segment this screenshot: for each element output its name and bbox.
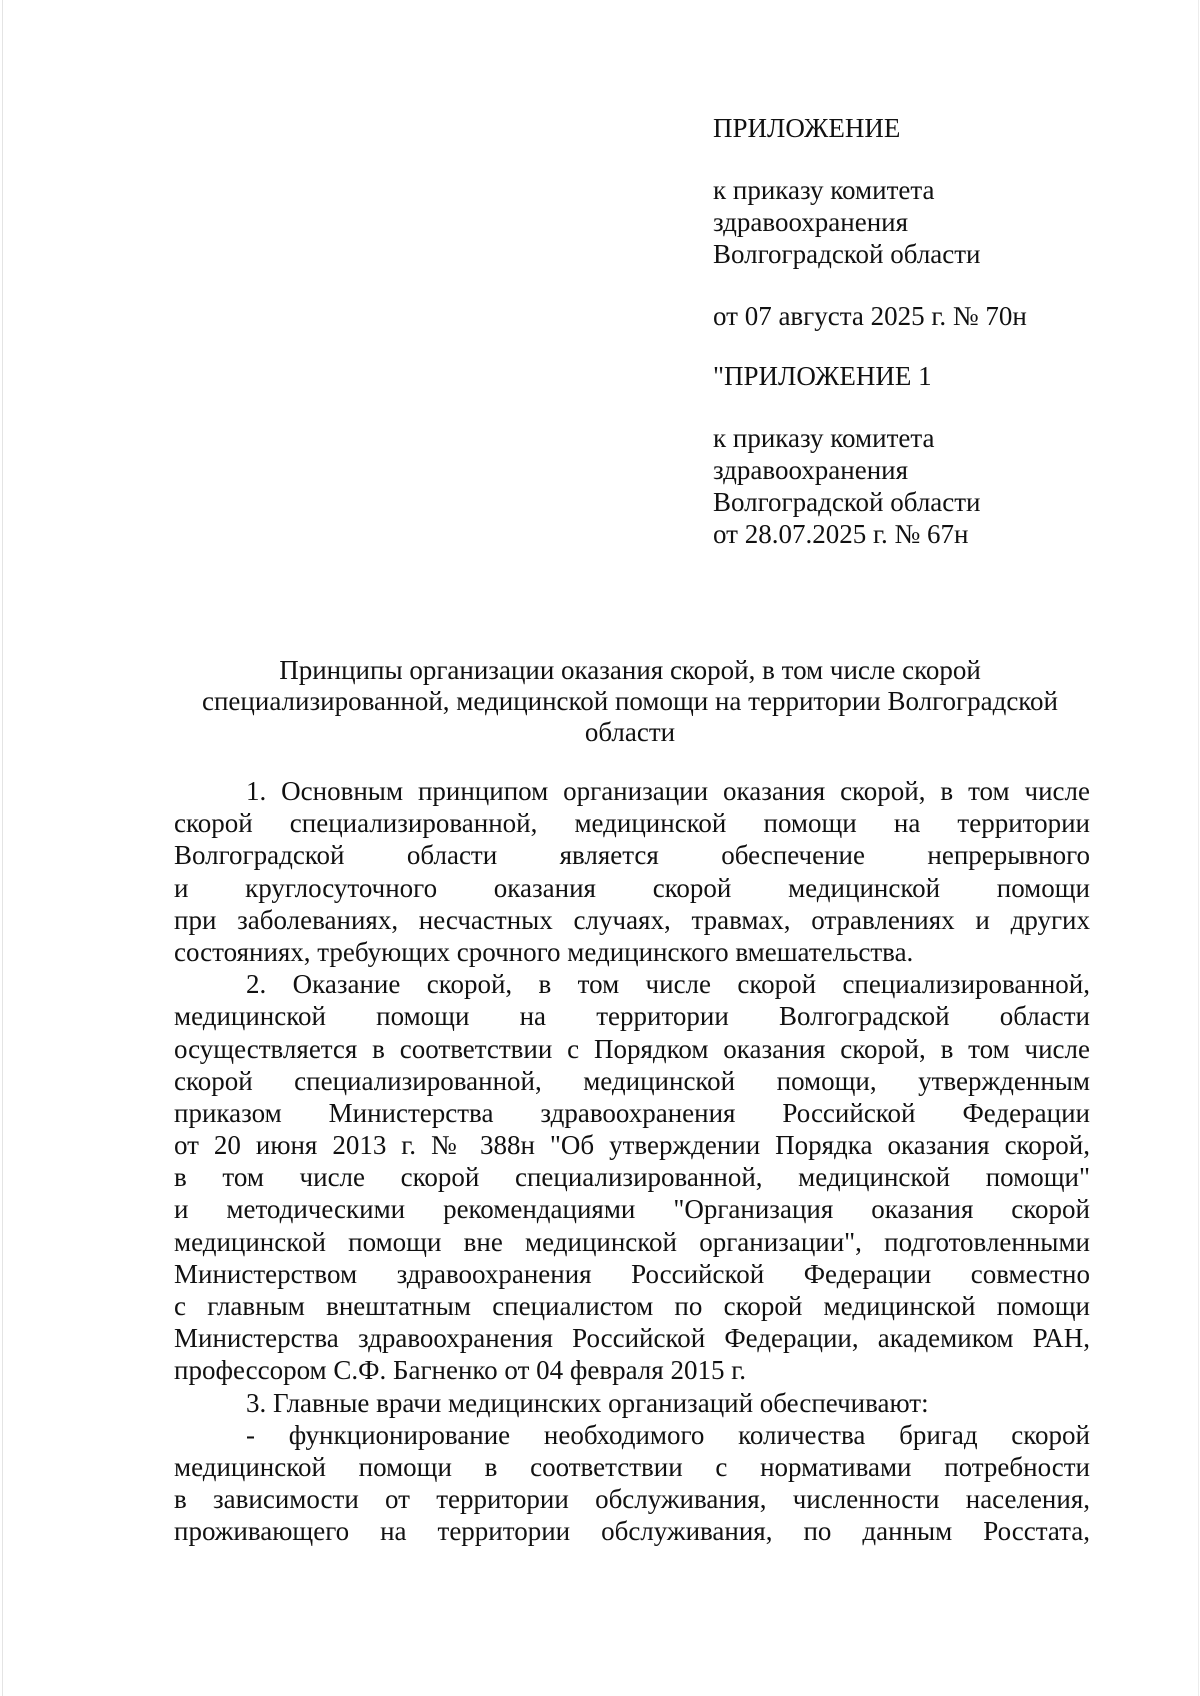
paragraph-3-line: 3. Главные врачи медицинских организаций обеспечивают: [246,1387,929,1418]
title-line: Принципы организации оказания скорой, в том числе скорой [279,655,981,685]
list-item-line: в зависимости от территории обслуживания, численности населения, [174,1484,1090,1515]
document-header [713,112,1133,550]
order1-ref-line: здравоохранения [713,455,909,485]
document-title [170,655,1090,748]
appendix-label: ПРИЛОЖЕНИЕ [713,113,901,143]
paragraph-2-line: от 20 июня 2013 г. № 388н "Об утверждении Порядка оказания скорой, [174,1130,1090,1161]
paragraph-2-line: медицинской помощи на территории Волгоградской области [174,1001,1090,1032]
order1-date: от 28.07.2025 г. № 67н [713,519,969,549]
paragraph-2-line: осуществляется в соответствии с Порядком оказания скорой, в том числе [174,1033,1090,1064]
paragraph-1-line: и круглосуточного оказания скорой медицинской помощи [174,872,1090,903]
appendix1-label: "ПРИЛОЖЕНИЕ 1 [713,361,932,391]
title-line: области [584,717,676,747]
order-ref-line: Волгоградской области [713,239,981,269]
paragraph-2-line: с главным внештатным специалистом по скорой медицинской помощи [174,1291,1090,1321]
paragraph-1-line: скорой специализированной, медицинской помощи на территории [174,808,1090,839]
paragraph-2-line: 2. Оказание скорой, в том числе скорой специализированной, [246,969,1090,1000]
title-line: специализированной, медицинской помощи на территории Волгоградской [202,686,1058,716]
paragraph-1-line: Волгоградской области является обеспечение непрерывного [174,840,1090,871]
paragraph-2-line: скорой специализированной, медицинской помощи, утвержденным [174,1065,1090,1096]
order-ref-line: к приказу комитета [713,175,935,205]
order1-ref-line: Волгоградской области [713,487,981,517]
paragraph-2-line: в том числе скорой специализированной, медицинской помощи" [174,1162,1090,1193]
paragraph-1-line: 1. Основным принципом организации оказания скорой, в том числе [246,776,1090,806]
paragraph-2-line: приказом Министерства здравоохранения Российской Федерации [174,1097,1090,1128]
paragraph-2-line: Министерством здравоохранения Российской Федерации совместно [174,1258,1090,1289]
list-item-line: - функционирование необходимого количества бригад скорой [246,1419,1090,1450]
paragraph-2-line: и методическими рекомендациями "Организация оказания скорой [174,1194,1090,1225]
paragraph-1-line: состояниях, требующих срочного медицинского вмешательства. [174,936,914,967]
paragraph-2-line: профессором С.Ф. Багненко от 04 февраля 2015 г. [174,1355,746,1386]
list-item-line: проживающего на территории обслуживания, по данным Росстата, [174,1516,1090,1547]
order1-ref-line: к приказу комитета [713,423,935,453]
list-item-line: медицинской помощи в соответствии с нормативами потребности [174,1451,1090,1482]
paragraph-2-line: Министерства здравоохранения Российской Федерации, академиком РАН, [174,1323,1090,1354]
paragraph-2-line: медицинской помощи вне медицинской организации", подготовленными [174,1226,1090,1257]
paragraph-1-line: при заболеваниях, несчастных случаях, травмах, отравлениях и других [174,904,1090,935]
document-body [174,775,1090,1548]
order-ref-line: здравоохранения [713,207,909,237]
order-date: от 07 августа 2025 г. № 70н [713,301,1027,331]
